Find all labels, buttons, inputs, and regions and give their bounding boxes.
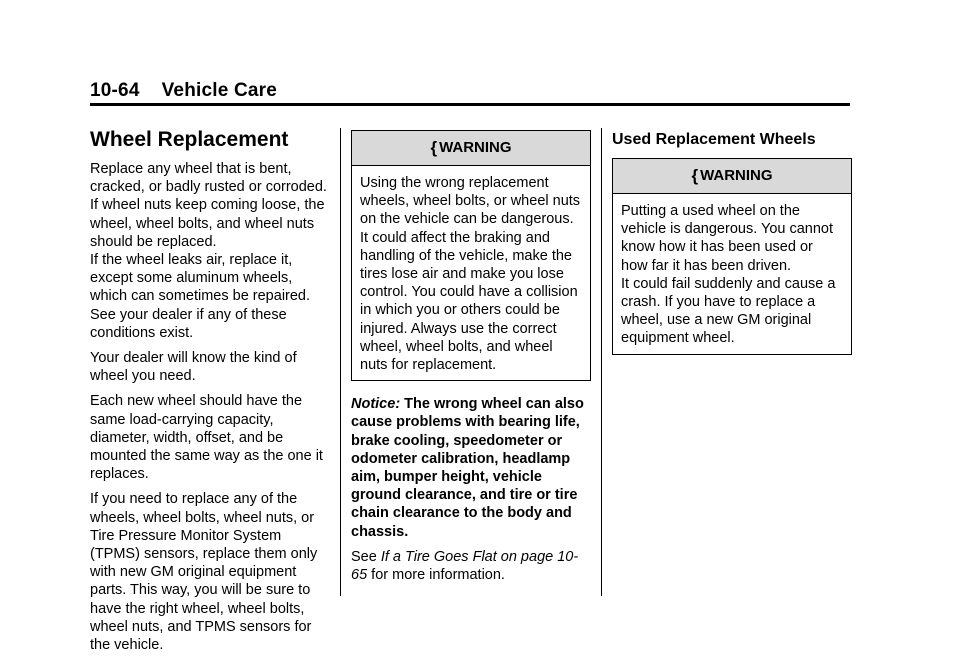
warning-text: It could fail suddenly and cause a crash. If you have to replace a wheel, use a new GM original equipment wheel. <box>621 275 836 347</box>
wheel-replacement-heading: Wheel Replacement <box>90 128 289 151</box>
warning-header <box>613 159 851 194</box>
warning-box <box>612 158 852 355</box>
paragraph: Replace any wheel that is bent, cracked, or badly rusted or corroded. If wheel nuts keep coming loose, the wheel, wheel bolts, and wheel nuts should be replaced. <box>90 161 327 250</box>
see-reference <box>351 548 591 584</box>
paragraph: Each new wheel should have the same load-carrying capacity, diameter, width, offset, and be mounted the same way as the one it replaces. <box>90 393 323 483</box>
column-right <box>612 128 852 355</box>
paragraph: If the wheel leaks air, replace it, except some aluminum wheels, which can sometimes be repaired. See your dealer if any of these conditions exist. <box>90 252 311 341</box>
header-rule <box>90 103 850 106</box>
warning-body <box>613 194 851 354</box>
warning-text: Using the wrong replacement wheels, wheel bolts, or wheel nuts on the vehicle can be dangerous. It could affect the braking and handling of the vehicle, make the tires lose air and make you lose control. You could have a collision in which you or others could be injured. Always use the correct wheel, wheel bolts, and wheel nuts for replacement. <box>360 175 581 374</box>
page-number: 10-64 <box>90 80 140 101</box>
column-middle <box>351 128 591 591</box>
warning-icon: { <box>691 166 699 185</box>
warning-title: WARNING <box>700 167 773 184</box>
notice-label: Notice: <box>351 396 401 413</box>
warning-text: Putting a used wheel on the vehicle is dangerous. You cannot know how it has been used or how far it has been driven. <box>621 203 834 274</box>
column-left <box>90 128 330 661</box>
notice-text: The wrong wheel can also cause problems with bearing life, brake cooling, speedometer or odometer calibration, headlamp aim, bumper height, vehicle ground clearance, and tire or tire chain clearance to the body and chassis. <box>351 396 584 540</box>
warning-header <box>352 131 590 166</box>
paragraph: Your dealer will know the kind of wheel you need. <box>90 350 297 385</box>
warning-body <box>352 166 590 380</box>
cross-reference-link[interactable]: If a Tire Goes Flat on page 10-65 <box>351 548 579 584</box>
see-prefix: See <box>351 548 377 565</box>
used-wheels-heading: Used Replacement Wheels <box>612 131 816 148</box>
warning-box <box>351 130 591 381</box>
notice <box>351 395 591 541</box>
paragraph: If you need to replace any of the wheels, wheel bolts, wheel nuts, or Tire Pressure Monitor System (TPMS) sensors, replace them only with new GM original equipment parts. This way, you will be sure to have the right wheel, wheel bolts, wheel nuts, and TPMS sensors for the vehicle. <box>90 491 318 654</box>
page-header <box>90 80 277 102</box>
section-title: Vehicle Care <box>161 80 278 101</box>
column-divider <box>340 128 341 596</box>
warning-title: WARNING <box>439 139 512 156</box>
column-divider <box>601 128 602 596</box>
warning-icon: { <box>430 138 438 157</box>
see-suffix: for more information. <box>371 567 505 584</box>
